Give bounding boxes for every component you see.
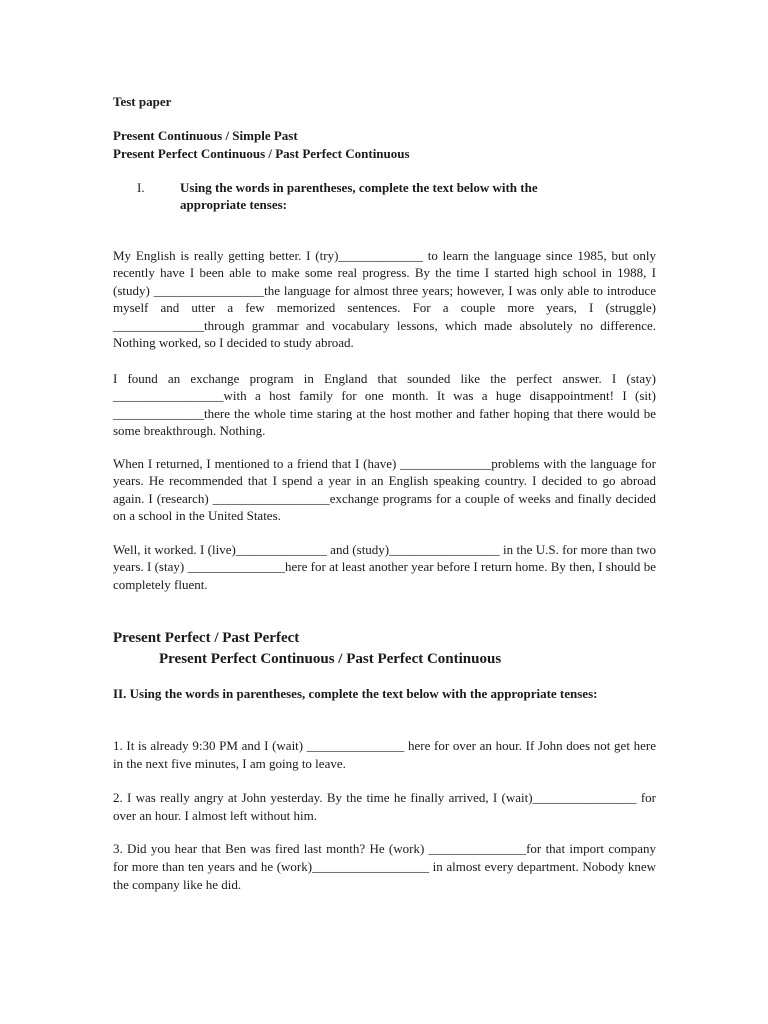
doc-title: Test paper: [113, 94, 172, 109]
section1-paragraph-2: I found an exchange program in England that sounded like the perfect answer. I (stay) _________________with a host family for one month. It was a huge disappointment! I (sit) ______________there the whole time staring at the host mother and father hoping that there would be some breakthrough. Nothing.: [113, 371, 656, 439]
section1-paragraph-1: My English is really getting better. I (try)_____________ to learn the language since 1985, but only recently have I been able to make some real progress. By the time I started high school in 1988, I (study) _________________the language for almost three years; however, I was only able to introduce myself and utter a few memorized sentences. For a couple more years, I (struggle) ______________through grammar and vocabulary lessons, which made absolutely no difference. Nothing worked, so I decided to study abroad.: [113, 248, 656, 351]
section2-item-3: 3. Did you hear that Ben was fired last month? He (work) _______________for that import company for more than ten years and he (work)__________________ in almost every department. Nobody knew the company like he did.: [113, 841, 656, 892]
section1-heading-line2: Present Perfect Continuous / Past Perfect Continuous: [113, 146, 410, 161]
section2-item-2: 2. I was really angry at John yesterday. By the time he finally arrived, I (wait)________________ for over an hour. I almost left without him.: [113, 790, 656, 823]
section2-heading-line1: Present Perfect / Past Perfect: [113, 630, 300, 646]
section1-heading-line1: Present Continuous / Simple Past: [113, 128, 298, 143]
section2-item-1: 1. It is already 9:30 PM and I (wait) _______________ here for over an hour. If John does not get here in the next five minutes, I am going to leave.: [113, 738, 656, 771]
section1-paragraph-4: Well, it worked. I (live)______________ and (study)_________________ in the U.S. for more than two years. I (stay) _______________here for at least another year before I return home. By then, I should be completely fluent.: [113, 542, 656, 592]
section1-paragraph-3: When I returned, I mentioned to a friend that I (have) ______________problems with the language for years. He recommended that I spend a year in an English speaking country. I decided to go abroad again. I (research) __________________exchange programs for a couple of weeks and finally decided on a school in the United States.: [113, 456, 656, 524]
section2-instruction: II. Using the words in parentheses, complete the text below with the appropriate tenses:: [113, 686, 598, 701]
section1-instruction: Using the words in parentheses, complete the text below with the appropriate tenses:: [180, 180, 538, 212]
section2-heading-line2: Present Perfect Continuous / Past Perfect Continuous: [159, 651, 502, 667]
section1-roman-numeral: I.: [137, 180, 145, 195]
